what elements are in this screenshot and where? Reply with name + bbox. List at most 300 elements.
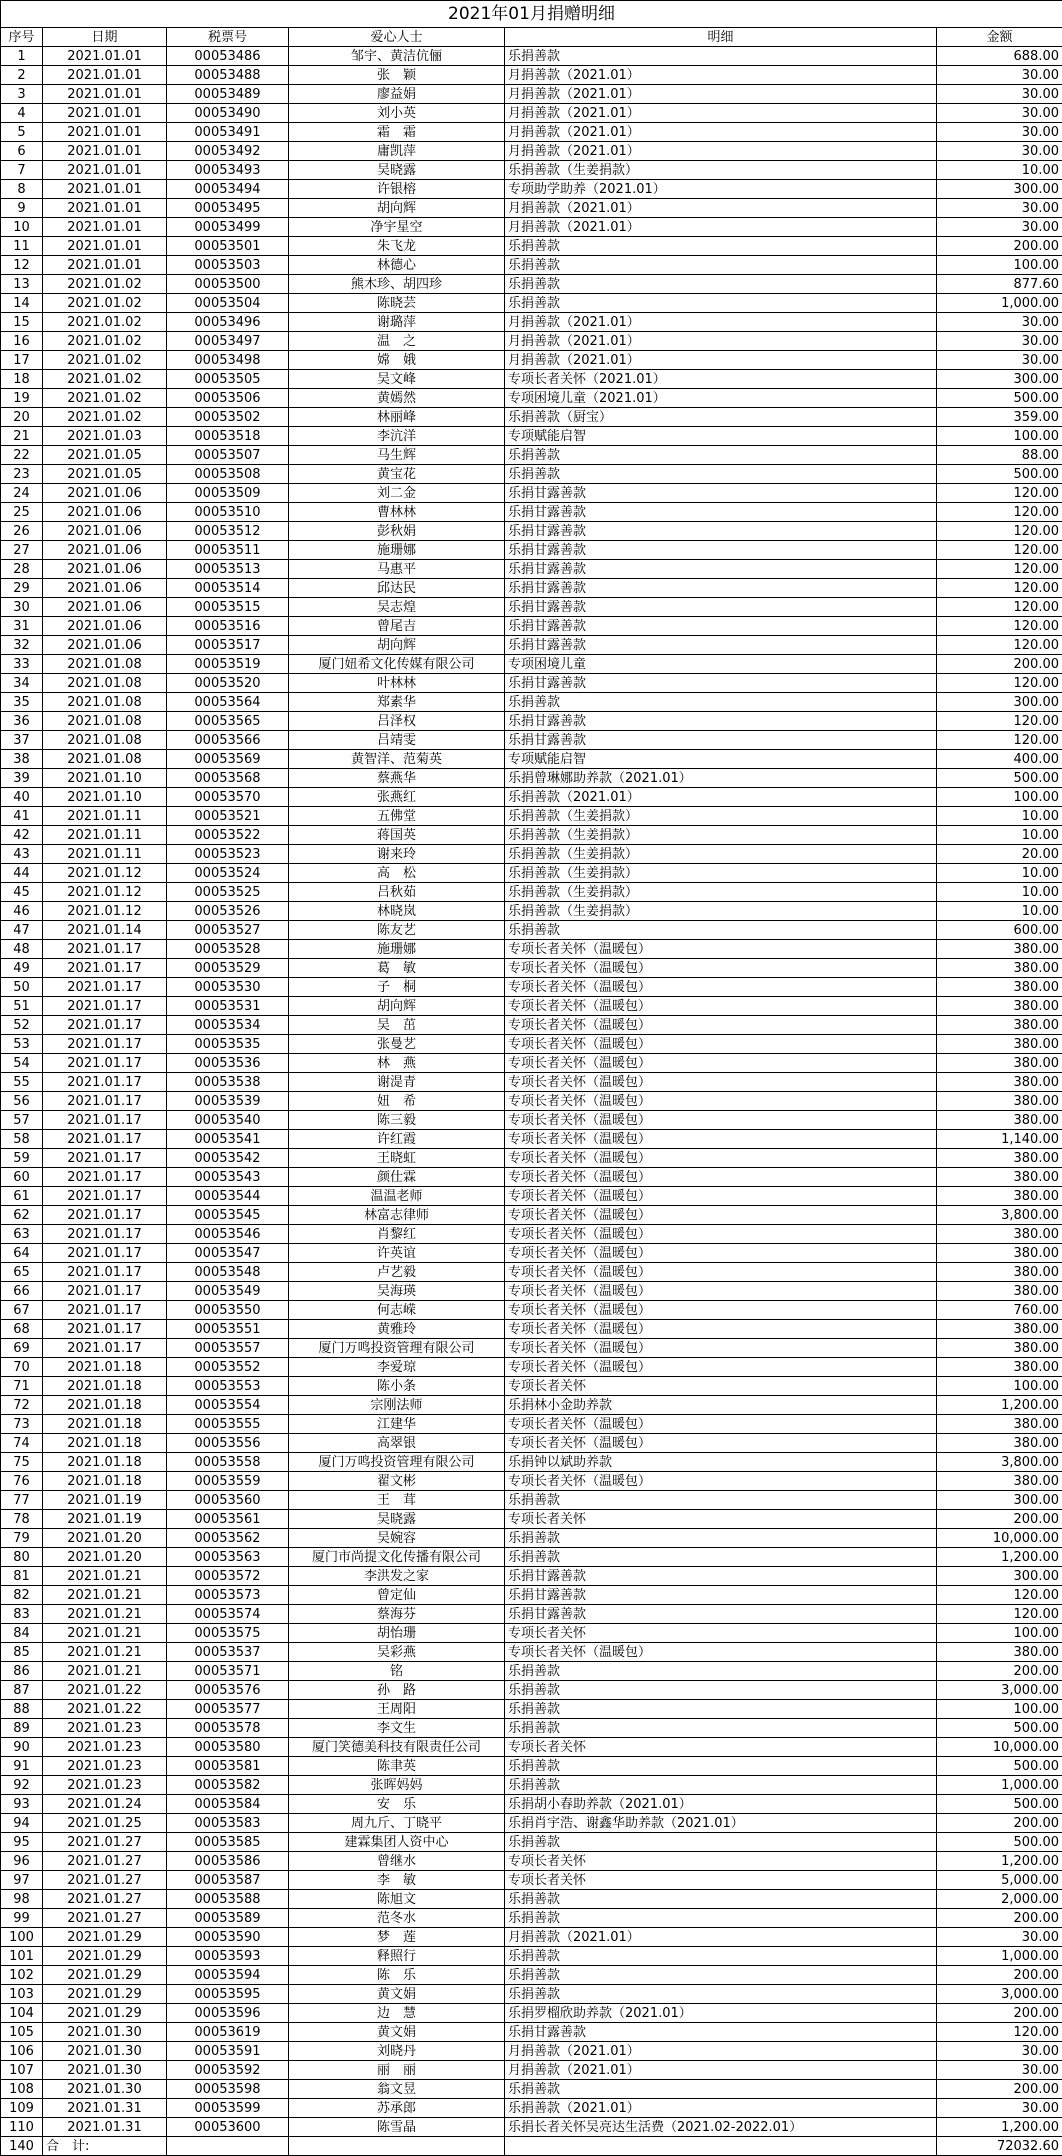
row-date: 2021.01.21 (43, 1662, 167, 1681)
header-detail: 明细 (505, 28, 937, 47)
row-seq: 7 (1, 161, 43, 180)
row-ticket: 00053573 (167, 1586, 289, 1605)
row-detail: 专项长者关怀 (505, 1738, 937, 1757)
row-detail: 专项长者关怀（温暖包） (505, 940, 937, 959)
row-amount: 380.00 (937, 1282, 1062, 1301)
row-date: 2021.01.23 (43, 1757, 167, 1776)
row-date: 2021.01.27 (43, 1852, 167, 1871)
row-date: 2021.01.10 (43, 769, 167, 788)
row-ticket: 00053540 (167, 1111, 289, 1130)
table-row (1, 712, 1062, 731)
row-date: 2021.01.17 (43, 1035, 167, 1054)
row-donor: 刘二金 (289, 484, 505, 503)
row-donor: 林富志律师 (289, 1206, 505, 1225)
row-date: 2021.01.17 (43, 997, 167, 1016)
row-seq: 16 (1, 332, 43, 351)
row-ticket: 00053598 (167, 2080, 289, 2099)
row-ticket: 00053514 (167, 579, 289, 598)
row-amount: 30.00 (937, 85, 1062, 104)
row-amount: 380.00 (937, 1111, 1062, 1130)
header-seq: 序号 (1, 28, 43, 47)
row-amount: 500.00 (937, 1833, 1062, 1852)
row-ticket: 00053504 (167, 294, 289, 313)
row-seq: 17 (1, 351, 43, 370)
table-row (1, 1871, 1062, 1890)
table-row (1, 85, 1062, 104)
row-amount: 30.00 (937, 1928, 1062, 1947)
row-amount: 120.00 (937, 579, 1062, 598)
row-seq: 50 (1, 978, 43, 997)
row-ticket: 00053548 (167, 1263, 289, 1282)
row-amount: 3,000.00 (937, 1985, 1062, 2004)
row-detail: 乐捐甘露善款 (505, 522, 937, 541)
row-donor: 蒋国英 (289, 826, 505, 845)
row-donor: 陈晓芸 (289, 294, 505, 313)
row-seq: 88 (1, 1700, 43, 1719)
table-row (1, 598, 1062, 617)
row-detail: 乐捐甘露善款 (505, 712, 937, 731)
row-seq: 40 (1, 788, 43, 807)
table-row (1, 1168, 1062, 1187)
row-donor: 吴志煌 (289, 598, 505, 617)
row-amount: 200.00 (937, 1966, 1062, 1985)
row-donor: 吴文峰 (289, 370, 505, 389)
row-seq: 94 (1, 1814, 43, 1833)
row-donor: 温温老师 (289, 1187, 505, 1206)
row-donor: 谢来玲 (289, 845, 505, 864)
row-seq: 43 (1, 845, 43, 864)
table-row (1, 1719, 1062, 1738)
row-amount: 120.00 (937, 2023, 1062, 2042)
row-detail: 月捐善款（2021.01） (505, 2042, 937, 2061)
row-amount: 1,140.00 (937, 1130, 1062, 1149)
row-ticket: 00053495 (167, 199, 289, 218)
row-ticket: 00053560 (167, 1491, 289, 1510)
row-ticket: 00053619 (167, 2023, 289, 2042)
row-seq: 87 (1, 1681, 43, 1700)
row-donor: 张晖妈妈 (289, 1776, 505, 1795)
table-row (1, 693, 1062, 712)
row-amount: 30.00 (937, 2099, 1062, 2118)
row-donor: 苏承郎 (289, 2099, 505, 2118)
row-detail: 专项长者关怀（温暖包） (505, 1206, 937, 1225)
row-detail: 月捐善款（2021.01） (505, 85, 937, 104)
row-amount: 100.00 (937, 427, 1062, 446)
row-seq: 8 (1, 180, 43, 199)
table-row (1, 2099, 1062, 2118)
row-donor: 吴晓露 (289, 1510, 505, 1529)
row-seq: 19 (1, 389, 43, 408)
row-date: 2021.01.18 (43, 1453, 167, 1472)
table-row (1, 1681, 1062, 1700)
row-ticket: 00053570 (167, 788, 289, 807)
row-date: 2021.01.22 (43, 1700, 167, 1719)
row-donor: 林 燕 (289, 1054, 505, 1073)
row-amount: 1,000.00 (937, 1776, 1062, 1795)
row-amount: 500.00 (937, 1795, 1062, 1814)
row-seq: 69 (1, 1339, 43, 1358)
row-amount: 100.00 (937, 256, 1062, 275)
row-seq: 62 (1, 1206, 43, 1225)
row-seq: 108 (1, 2080, 43, 2099)
row-seq: 41 (1, 807, 43, 826)
row-seq: 48 (1, 940, 43, 959)
row-donor: 肖黎红 (289, 1225, 505, 1244)
row-donor: 孙 路 (289, 1681, 505, 1700)
table-row (1, 1662, 1062, 1681)
row-date: 2021.01.06 (43, 560, 167, 579)
row-seq: 23 (1, 465, 43, 484)
row-seq: 26 (1, 522, 43, 541)
row-seq: 63 (1, 1225, 43, 1244)
table-row (1, 161, 1062, 180)
row-detail: 乐捐甘露善款 (505, 560, 937, 579)
row-date: 2021.01.17 (43, 1073, 167, 1092)
row-donor: 黄宝花 (289, 465, 505, 484)
row-detail: 乐捐甘露善款 (505, 2023, 937, 2042)
row-date: 2021.01.30 (43, 2061, 167, 2080)
row-seq: 107 (1, 2061, 43, 2080)
row-amount: 120.00 (937, 617, 1062, 636)
row-donor: 蔡燕华 (289, 769, 505, 788)
table-row (1, 1548, 1062, 1567)
row-ticket: 00053523 (167, 845, 289, 864)
row-detail: 专项长者关怀（温暖包） (505, 1225, 937, 1244)
row-donor: 胡怡珊 (289, 1624, 505, 1643)
row-donor: 陈三毅 (289, 1111, 505, 1130)
row-donor: 林德心 (289, 256, 505, 275)
row-detail: 专项困境儿童 (505, 655, 937, 674)
row-ticket: 00053581 (167, 1757, 289, 1776)
row-ticket: 00053526 (167, 902, 289, 921)
row-ticket: 00053519 (167, 655, 289, 674)
row-date: 2021.01.11 (43, 826, 167, 845)
row-donor: 陈小条 (289, 1377, 505, 1396)
table-row (1, 1149, 1062, 1168)
row-date: 2021.01.18 (43, 1415, 167, 1434)
row-ticket: 00053525 (167, 883, 289, 902)
row-amount: 120.00 (937, 484, 1062, 503)
row-amount: 1,200.00 (937, 2118, 1062, 2137)
row-seq: 10 (1, 218, 43, 237)
row-date: 2021.01.01 (43, 256, 167, 275)
table-row (1, 2061, 1062, 2080)
row-donor: 曾尾吉 (289, 617, 505, 636)
row-amount: 300.00 (937, 180, 1062, 199)
table-row (1, 978, 1062, 997)
row-seq: 32 (1, 636, 43, 655)
row-date: 2021.01.21 (43, 1643, 167, 1662)
row-seq: 71 (1, 1377, 43, 1396)
row-ticket: 00053578 (167, 1719, 289, 1738)
row-amount: 380.00 (937, 978, 1062, 997)
row-detail: 乐捐甘露善款 (505, 579, 937, 598)
row-detail: 专项赋能启智 (505, 750, 937, 769)
row-ticket: 00053550 (167, 1301, 289, 1320)
row-seq: 85 (1, 1643, 43, 1662)
row-seq: 105 (1, 2023, 43, 2042)
row-amount: 380.00 (937, 1263, 1062, 1282)
row-seq: 21 (1, 427, 43, 446)
row-donor: 刘晓丹 (289, 2042, 505, 2061)
row-detail: 专项长者关怀（温暖包） (505, 1130, 937, 1149)
row-ticket: 00053582 (167, 1776, 289, 1795)
table-row (1, 560, 1062, 579)
row-date: 2021.01.11 (43, 807, 167, 826)
row-ticket: 00053489 (167, 85, 289, 104)
row-donor: 王晓虹 (289, 1149, 505, 1168)
row-ticket: 00053559 (167, 1472, 289, 1491)
table-row (1, 1339, 1062, 1358)
row-detail: 乐捐甘露善款 (505, 617, 937, 636)
row-amount: 100.00 (937, 1700, 1062, 1719)
row-donor: 刘小英 (289, 104, 505, 123)
row-amount: 380.00 (937, 1073, 1062, 1092)
row-seq: 67 (1, 1301, 43, 1320)
row-ticket: 00053544 (167, 1187, 289, 1206)
row-donor: 厦门笑德美科技有限责任公司 (289, 1738, 505, 1757)
row-detail: 月捐善款（2021.01） (505, 104, 937, 123)
row-date: 2021.01.02 (43, 351, 167, 370)
row-ticket: 00053542 (167, 1149, 289, 1168)
table-row (1, 237, 1062, 256)
row-seq: 28 (1, 560, 43, 579)
row-amount: 1,200.00 (937, 1548, 1062, 1567)
table-row (1, 1966, 1062, 1985)
row-seq: 73 (1, 1415, 43, 1434)
row-date: 2021.01.08 (43, 674, 167, 693)
row-donor: 陈旭文 (289, 1890, 505, 1909)
row-seq: 81 (1, 1567, 43, 1586)
row-donor: 葛 敏 (289, 959, 505, 978)
table-row (1, 522, 1062, 541)
row-detail: 专项长者关怀（温暖包） (505, 1054, 937, 1073)
row-amount: 120.00 (937, 503, 1062, 522)
row-ticket: 00053561 (167, 1510, 289, 1529)
row-seq: 4 (1, 104, 43, 123)
table-row (1, 883, 1062, 902)
table-row (1, 617, 1062, 636)
table-row (1, 2023, 1062, 2042)
table-row (1, 503, 1062, 522)
row-donor: 周九斤、丁晓平 (289, 1814, 505, 1833)
row-donor: 吴婉容 (289, 1529, 505, 1548)
row-detail: 专项长者关怀（温暖包） (505, 978, 937, 997)
table-row (1, 1529, 1062, 1548)
row-amount: 30.00 (937, 66, 1062, 85)
row-ticket: 00053599 (167, 2099, 289, 2118)
row-donor: 张 颖 (289, 66, 505, 85)
row-donor: 江建华 (289, 1415, 505, 1434)
row-date: 2021.01.21 (43, 1586, 167, 1605)
row-amount: 380.00 (937, 1320, 1062, 1339)
row-date: 2021.01.23 (43, 1719, 167, 1738)
row-date: 2021.01.17 (43, 1168, 167, 1187)
table-row (1, 1016, 1062, 1035)
table-row (1, 997, 1062, 1016)
table-row (1, 1909, 1062, 1928)
row-donor: 铭 (289, 1662, 505, 1681)
row-detail: 乐捐善款（生姜捐款） (505, 883, 937, 902)
row-detail: 乐捐善款 (505, 1985, 937, 2004)
table-row (1, 845, 1062, 864)
row-date: 2021.01.14 (43, 921, 167, 940)
row-donor: 陈友艺 (289, 921, 505, 940)
row-ticket: 00053528 (167, 940, 289, 959)
row-ticket: 00053506 (167, 389, 289, 408)
row-ticket: 00053586 (167, 1852, 289, 1871)
row-detail: 乐捐善款（厨宝） (505, 408, 937, 427)
table-row (1, 1510, 1062, 1529)
row-detail: 专项长者关怀（温暖包） (505, 1301, 937, 1320)
row-detail: 乐捐善款（生姜捐款） (505, 826, 937, 845)
row-date: 2021.01.27 (43, 1833, 167, 1852)
row-seq: 86 (1, 1662, 43, 1681)
row-amount: 500.00 (937, 465, 1062, 484)
row-seq: 18 (1, 370, 43, 389)
row-donor: 厦门市尚提文化传播有限公司 (289, 1548, 505, 1567)
row-ticket: 00053593 (167, 1947, 289, 1966)
row-date: 2021.01.27 (43, 1909, 167, 1928)
row-detail: 专项长者关怀（温暖包） (505, 1035, 937, 1054)
row-amount: 2,000.00 (937, 1890, 1062, 1909)
row-amount: 380.00 (937, 1225, 1062, 1244)
table-row (1, 1947, 1062, 1966)
row-seq: 34 (1, 674, 43, 693)
row-date: 2021.01.05 (43, 446, 167, 465)
row-donor: 吴 茁 (289, 1016, 505, 1035)
row-detail: 乐捐善款（生姜捐款） (505, 807, 937, 826)
row-detail: 乐捐罗榴欣助养款（2021.01） (505, 2004, 937, 2023)
row-detail: 专项长者关怀 (505, 1510, 937, 1529)
row-date: 2021.01.17 (43, 1225, 167, 1244)
row-date: 2021.01.17 (43, 959, 167, 978)
row-donor: 廖益娟 (289, 85, 505, 104)
total-row (1, 2137, 1062, 2156)
row-ticket: 00053500 (167, 275, 289, 294)
row-seq: 39 (1, 769, 43, 788)
row-detail: 乐捐甘露善款 (505, 731, 937, 750)
row-date: 2021.01.02 (43, 313, 167, 332)
row-ticket: 00053558 (167, 1453, 289, 1472)
row-seq: 1 (1, 47, 43, 66)
row-ticket: 00053572 (167, 1567, 289, 1586)
row-detail: 乐捐善款（2021.01） (505, 2099, 937, 2118)
row-seq: 52 (1, 1016, 43, 1035)
row-ticket: 00053589 (167, 1909, 289, 1928)
row-amount: 100.00 (937, 788, 1062, 807)
row-amount: 120.00 (937, 1586, 1062, 1605)
row-ticket: 00053527 (167, 921, 289, 940)
row-seq: 106 (1, 2042, 43, 2061)
row-date: 2021.01.17 (43, 1206, 167, 1225)
row-detail: 乐捐甘露善款 (505, 1605, 937, 1624)
row-detail: 专项助学助养（2021.01） (505, 180, 937, 199)
row-seq: 38 (1, 750, 43, 769)
table-row (1, 826, 1062, 845)
row-date: 2021.01.01 (43, 47, 167, 66)
table-row (1, 104, 1062, 123)
row-amount: 30.00 (937, 2042, 1062, 2061)
row-seq: 98 (1, 1890, 43, 1909)
table-row (1, 1624, 1062, 1643)
table-row (1, 1225, 1062, 1244)
row-date: 2021.01.17 (43, 1092, 167, 1111)
table-row (1, 1472, 1062, 1491)
row-detail: 专项长者关怀（温暖包） (505, 1643, 937, 1662)
row-detail: 乐捐肖宇浩、谢鑫华助养款（2021.01） (505, 1814, 937, 1833)
row-date: 2021.01.17 (43, 1301, 167, 1320)
table-row (1, 1453, 1062, 1472)
table-row (1, 47, 1062, 66)
row-donor: 陈雪晶 (289, 2118, 505, 2137)
table-row (1, 275, 1062, 294)
row-donor: 厦门万鸣投资管理有限公司 (289, 1339, 505, 1358)
row-donor: 张燕红 (289, 788, 505, 807)
row-ticket: 00053577 (167, 1700, 289, 1719)
row-amount: 30.00 (937, 104, 1062, 123)
row-detail: 乐捐善款 (505, 1700, 937, 1719)
row-ticket: 00053524 (167, 864, 289, 883)
row-ticket: 00053551 (167, 1320, 289, 1339)
total-empty-ticket (167, 2137, 289, 2156)
row-ticket: 00053576 (167, 1681, 289, 1700)
table-row (1, 1035, 1062, 1054)
row-seq: 22 (1, 446, 43, 465)
row-seq: 77 (1, 1491, 43, 1510)
row-detail: 乐捐善款 (505, 2080, 937, 2099)
row-detail: 乐捐善款 (505, 47, 937, 66)
row-amount: 200.00 (937, 237, 1062, 256)
table-row (1, 1358, 1062, 1377)
row-amount: 500.00 (937, 1757, 1062, 1776)
row-detail: 专项长者关怀（温暖包） (505, 1358, 937, 1377)
row-date: 2021.01.06 (43, 541, 167, 560)
row-detail: 乐捐钟以斌助养款 (505, 1453, 937, 1472)
row-amount: 30.00 (937, 142, 1062, 161)
row-donor: 高翠银 (289, 1434, 505, 1453)
row-detail: 月捐善款（2021.01） (505, 66, 937, 85)
row-donor: 李洪发之家 (289, 1567, 505, 1586)
row-detail: 乐捐善款 (505, 1890, 937, 1909)
row-donor: 翁文昱 (289, 2080, 505, 2099)
row-ticket: 00053545 (167, 1206, 289, 1225)
row-amount: 20.00 (937, 845, 1062, 864)
row-date: 2021.01.03 (43, 427, 167, 446)
row-seq: 72 (1, 1396, 43, 1415)
row-amount: 600.00 (937, 921, 1062, 940)
row-donor: 施珊娜 (289, 940, 505, 959)
row-date: 2021.01.29 (43, 1928, 167, 1947)
row-ticket: 00053591 (167, 2042, 289, 2061)
table-row (1, 655, 1062, 674)
row-amount: 300.00 (937, 1567, 1062, 1586)
row-detail: 乐捐善款 (505, 1776, 937, 1795)
table-row (1, 332, 1062, 351)
row-amount: 500.00 (937, 769, 1062, 788)
row-amount: 200.00 (937, 1909, 1062, 1928)
row-donor: 五佛堂 (289, 807, 505, 826)
table-row (1, 427, 1062, 446)
row-amount: 100.00 (937, 1624, 1062, 1643)
row-date: 2021.01.10 (43, 788, 167, 807)
table-row (1, 788, 1062, 807)
row-donor: 林丽峰 (289, 408, 505, 427)
row-ticket: 00053518 (167, 427, 289, 446)
table-row (1, 256, 1062, 275)
row-ticket: 00053505 (167, 370, 289, 389)
row-detail: 专项长者关怀（温暖包） (505, 1187, 937, 1206)
